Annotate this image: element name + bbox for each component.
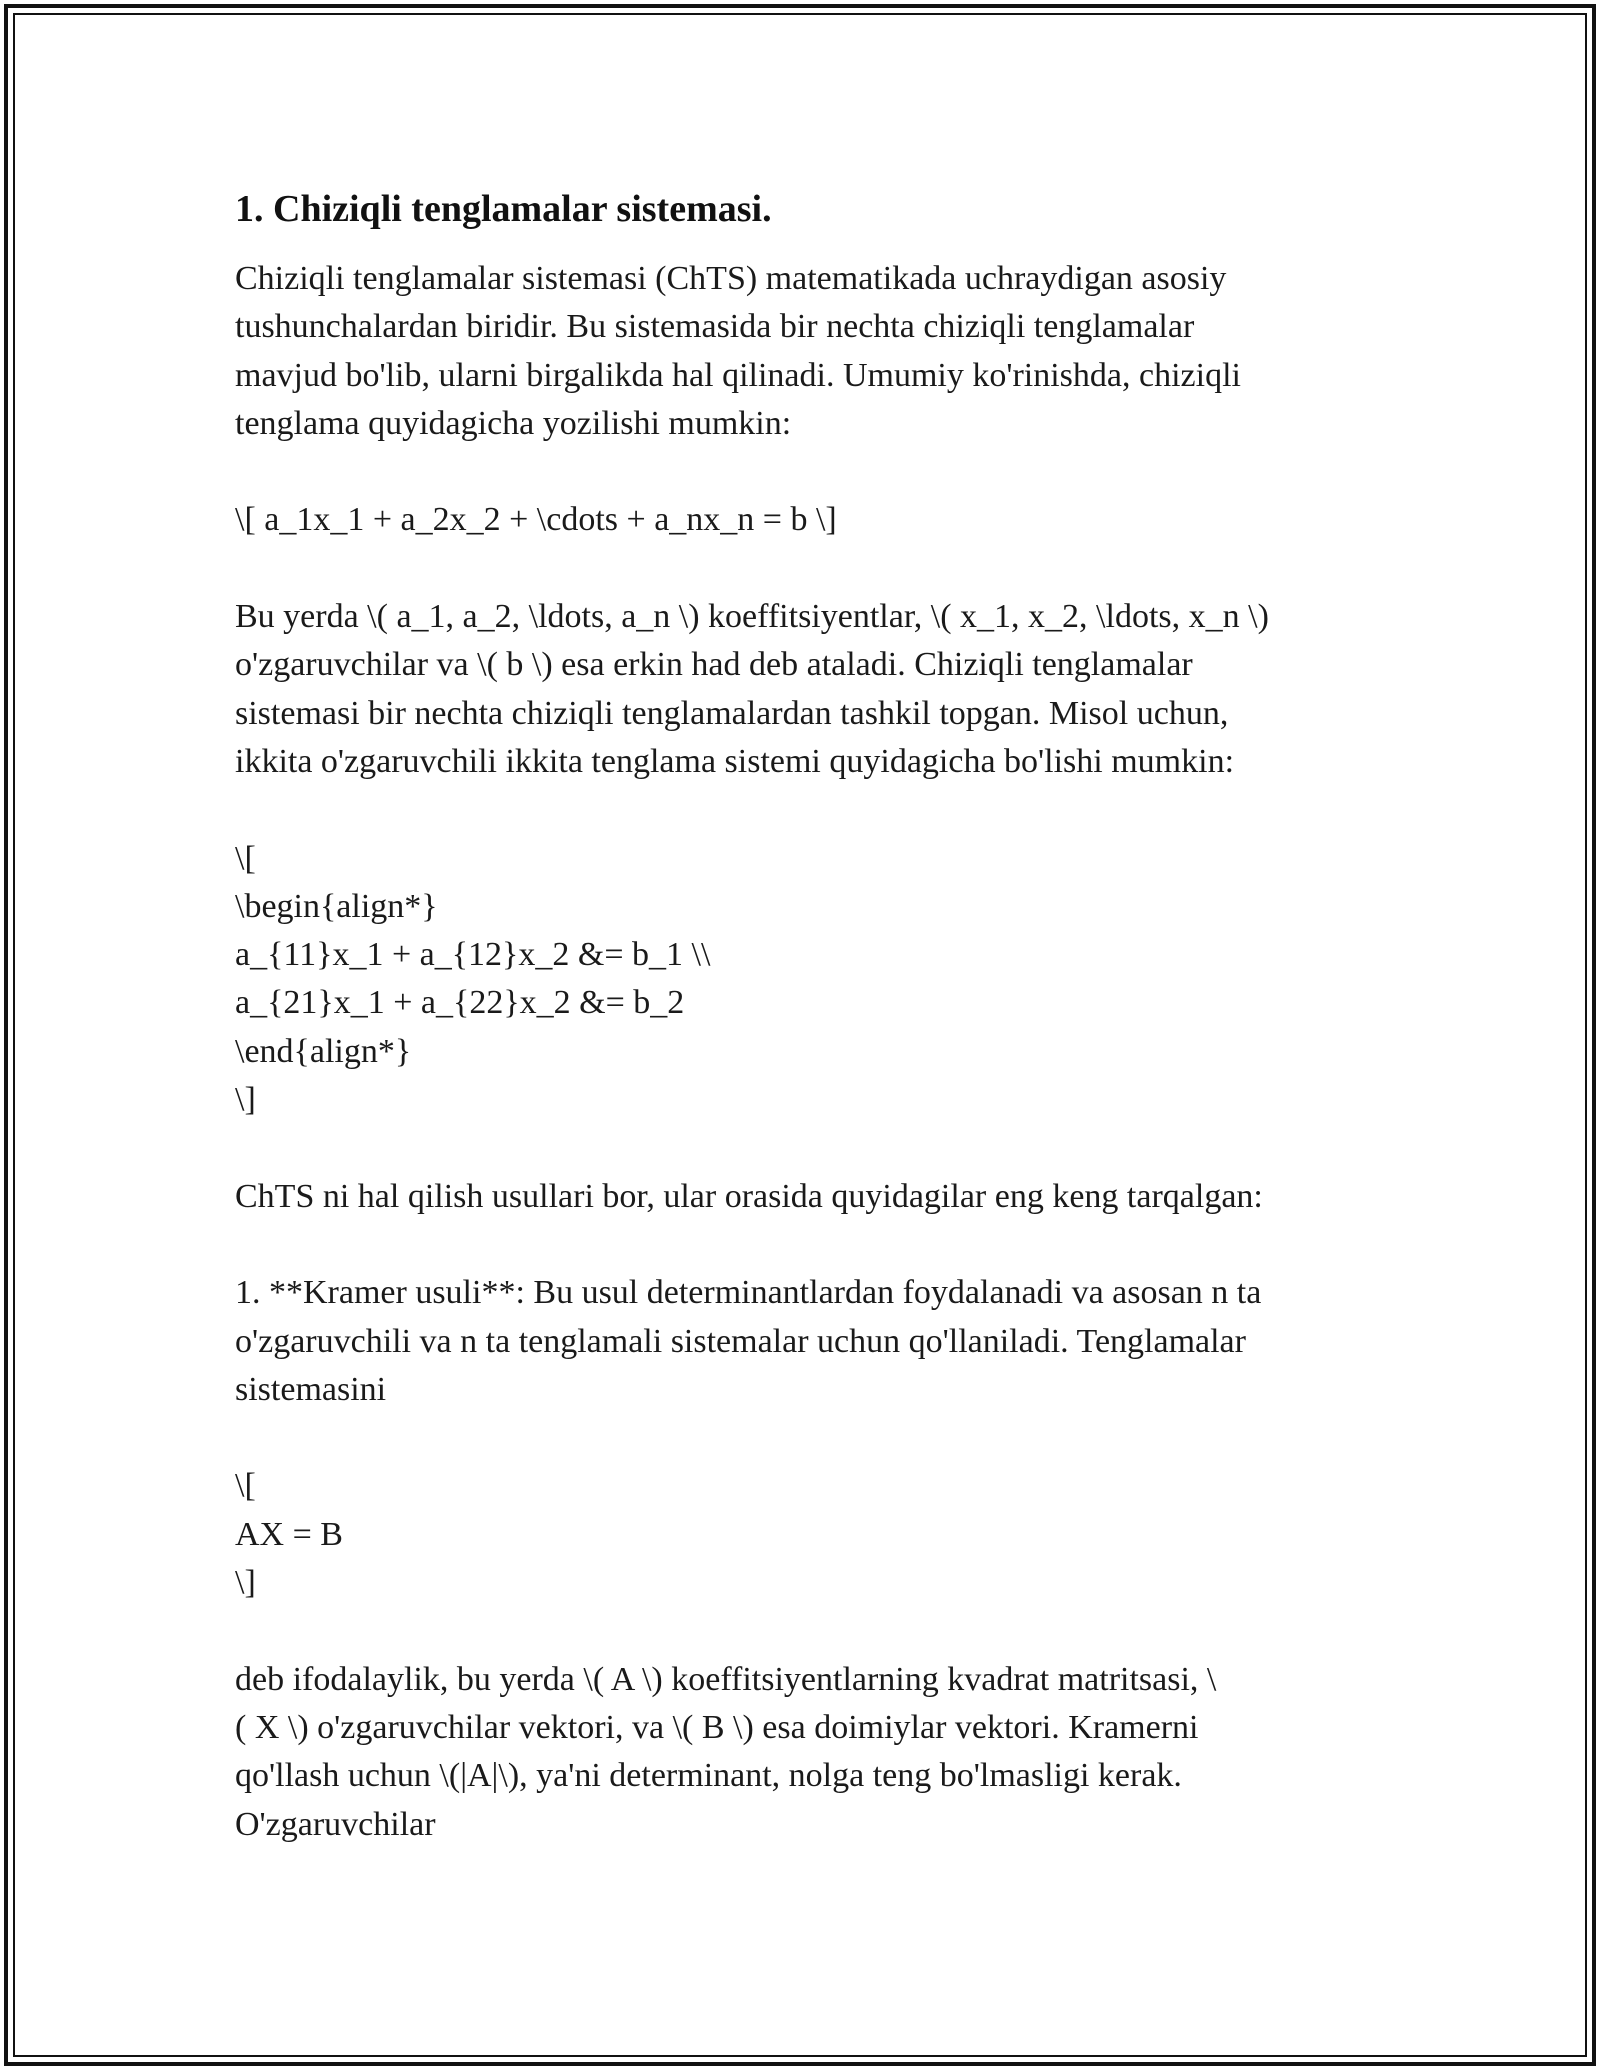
section-heading: 1. Chiziqli tenglamalar sistemasi. [235, 188, 772, 230]
spacer [235, 545, 1385, 593]
spacer [235, 786, 1385, 834]
cramer-paragraph: 1. **Kramer usuli**: Bu usul determinantlardan foydalanadi va asosan n ta o'zgaruvchili va n ta tenglamali sistemalar uchun qo'llaniladi. Tenglamalar sistemasini [235, 1274, 1262, 1408]
spacer [235, 448, 1385, 496]
spacer [235, 1221, 1385, 1269]
matrix-explanation: deb ifodalaylik, bu yerda \( A \) koeffitsiyentlarning kvadrat matritsasi, \ ( X \) o'zgaruvchilar vektori, va \( B \) esa doimiylar vektori. Kramerni qo'llash uchun \(|A|\), ya'ni determinant, nolga teng bo'lmasligi kerak. O'zgaruvchilar [235, 1660, 1217, 1843]
spacer [235, 1414, 1385, 1462]
system-equation: \[ \begin{align*} a_{11}x_1 + a_{12}x_2 &= b_1 \\ a_{21}x_1 + a_{22}x_2 &= b_2 \end{align*} \] [235, 839, 711, 1119]
spacer [235, 1607, 1385, 1655]
matrix-equation: \[ AX = B \] [235, 1467, 343, 1602]
intro-paragraph: Chiziqli tenglamalar sistemasi (ChTS) matematikada uchraydigan asosiy tushunchalardan biridir. Bu sistemasida bir nechta chiziqli tenglamalar mavjud bo'lib, ularni birgalikda hal qilinadi. Umumiy ko'rinishda, chiziqli tenglama quyidagicha yozilishi mumkin: [235, 260, 1241, 442]
general-equation: \[ a_1x_1 + a_2x_2 + \cdots + a_nx_n = b \] [235, 501, 837, 539]
spacer [235, 1124, 1385, 1172]
document-body [235, 185, 1385, 1849]
methods-intro: ChTS ni hal qilish usullari bor, ular orasida quyidagilar eng keng tarqalgan: [235, 1177, 1263, 1215]
definitions-paragraph: Bu yerda \( a_1, a_2, \ldots, a_n \) koeffitsiyentlar, \( x_1, x_2, \ldots, x_n \) o'zgaruvchilar va \( b \) esa erkin had deb ataladi. Chiziqli tenglamalar sistemasi bir nechta chiziqli tenglamalardan tashkil topgan. Misol uchun, ikkita o'zgaruvchili ikkita tenglama sistemi quyidagicha bo'lishi mumkin: [235, 598, 1269, 780]
